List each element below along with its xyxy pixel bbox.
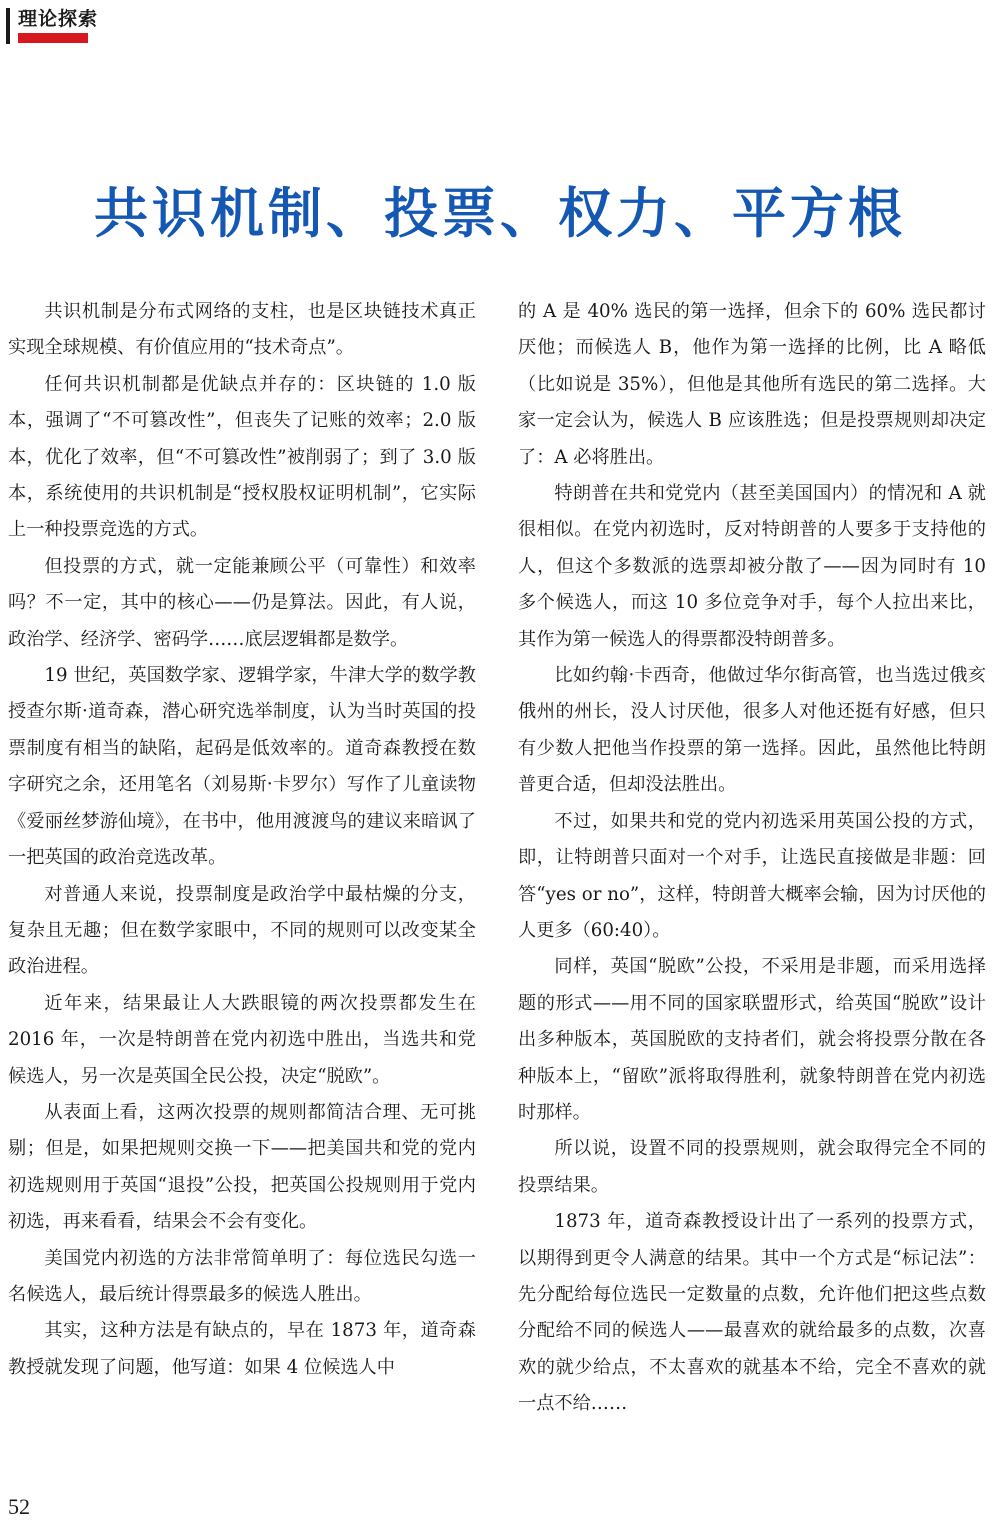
- section-label: 理论探索: [18, 8, 99, 30]
- paragraph: 1873 年，道奇森教授设计出了一系列的投票方式，以期得到更令人满意的结果。其中一个方式是“标记法”：先分配给每位选民一定数量的点数，允许他们把这些点数分配给不同的候选人——最喜欢的就给最多的点数，次喜欢的就少给点，不太喜欢的就基本不给，完全不喜欢的就一点不给……: [518, 1211, 986, 1415]
- paragraph: 19 世纪，英国数学家、逻辑学家，牛津大学的数学教授查尔斯·道奇森，潜心研究选举制度，认为当时英国的投票制度有相当的缺陷，起码是低效率的。道奇森教授在数字研究之余，还用笔名（刘易斯·卡罗尔）写作了儿童读物《爱丽丝梦游仙境》，在书中，他用渡渡鸟的建议来暗讽了一把英国的政治竞选改革。: [8, 665, 476, 869]
- paragraph: 特朗普在共和党党内（甚至美国国内）的情况和 A 就很相似。在党内初选时，反对特朗普的人要多于支持他的人，但这个多数派的选票却被分散了——因为同时有 10 多个候选人，而这 10 多位竞争对手，每个人拉出来比，其作为第一候选人的得票都没特朗普多。: [518, 483, 986, 650]
- paragraph: 比如约翰·卡西奇，他做过华尔街高管，也当选过俄亥俄州的州长，没人讨厌他，很多人对他还挺有好感，但只有少数人把他当作投票的第一选择。因此，虽然他比特朗普更合适，但却没法胜出。: [518, 665, 986, 796]
- section-accent-bar: [18, 33, 88, 43]
- paragraph: 同样，英国“脱欧”公投，不采用是非题，而采用选择题的形式——用不同的国家联盟形式，给英国“脱欧”设计出多种版本，英国脱欧的支持者们，就会将投票分散在各种版本上，“留欧”派将取得胜利，就象特朗普在党内初选时那样。: [518, 956, 986, 1123]
- paragraph: 但投票的方式，就一定能兼顾公平（可靠性）和效率吗？不一定，其中的核心——仍是算法。因此，有人说，政治学、经济学、密码学……底层逻辑都是数学。: [8, 555, 476, 650]
- paragraph: 美国党内初选的方法非常简单明了：每位选民勾选一名候选人，最后统计得票最多的候选人胜出。: [8, 1247, 476, 1305]
- paragraph: 所以说，设置不同的投票规则，就会取得完全不同的投票结果。: [518, 1138, 986, 1196]
- section-marker: [6, 8, 10, 44]
- paragraph: 共识机制是分布式网络的支柱，也是区块链技术真正实现全球规模、有价值应用的“技术奇点”。: [8, 301, 476, 359]
- paragraph: 从表面上看，这两次投票的规则都简洁合理、无可挑剔；但是，如果把规则交换一下——把美国共和党的党内初选规则用于英国“退投”公投，把英国公投规则用于党内初选，再来看看，结果会不会有变化。: [8, 1101, 476, 1233]
- paragraph: 其实，这种方法是有缺点的，早在 1873 年，道奇森教授就发现了问题，他写道：如果 4 位候选人中: [8, 1320, 476, 1378]
- article-column-left: [8, 294, 476, 1386]
- paragraph: 不过，如果共和党的党内初选采用英国公投的方式，即，让特朗普只面对一个对手，让选民直接做是非题：回答“yes or no”，这样，特朗普大概率会输，因为讨厌他的人更多（60:40）。: [518, 810, 986, 941]
- article-title: 共识机制、投票、权力、平方根: [94, 181, 906, 245]
- paragraph: 近年来，结果最让人大跌眼镜的两次投票都发生在 2016 年，一次是特朗普在党内初选中胜出，当选共和党候选人，另一次是英国全民公投，决定“脱欧”。: [8, 992, 476, 1087]
- paragraph: 任何共识机制都是优缺点并存的：区块链的 1.0 版本，强调了“不可篡改性”，但丧失了记账的效率；2.0 版本，优化了效率，但“不可篡改性”被削弱了；到了 3.0 版本，系统使用的共识机制是“授权股权证明机制”，它实际上一种投票竞选的方式。: [8, 373, 476, 541]
- paragraph: 对普通人来说，投票制度是政治学中最枯燥的分支，复杂且无趣；但在数学家眼中，不同的规则可以改变某全政治进程。: [8, 883, 476, 978]
- page-number: 52: [8, 1494, 30, 1519]
- article-column-right: [518, 294, 986, 1423]
- paragraph-continuation: 的 A 是 40% 选民的第一选择，但余下的 60% 选民都讨厌他；而候选人 B，他作为第一选择的比例，比 A 略低（比如说是 35%），但他是其他所有选民的第二选择。大家一定会认为，候选人 B 应该胜选；但是投票规则却决定了：A 必将胜出。: [518, 301, 986, 468]
